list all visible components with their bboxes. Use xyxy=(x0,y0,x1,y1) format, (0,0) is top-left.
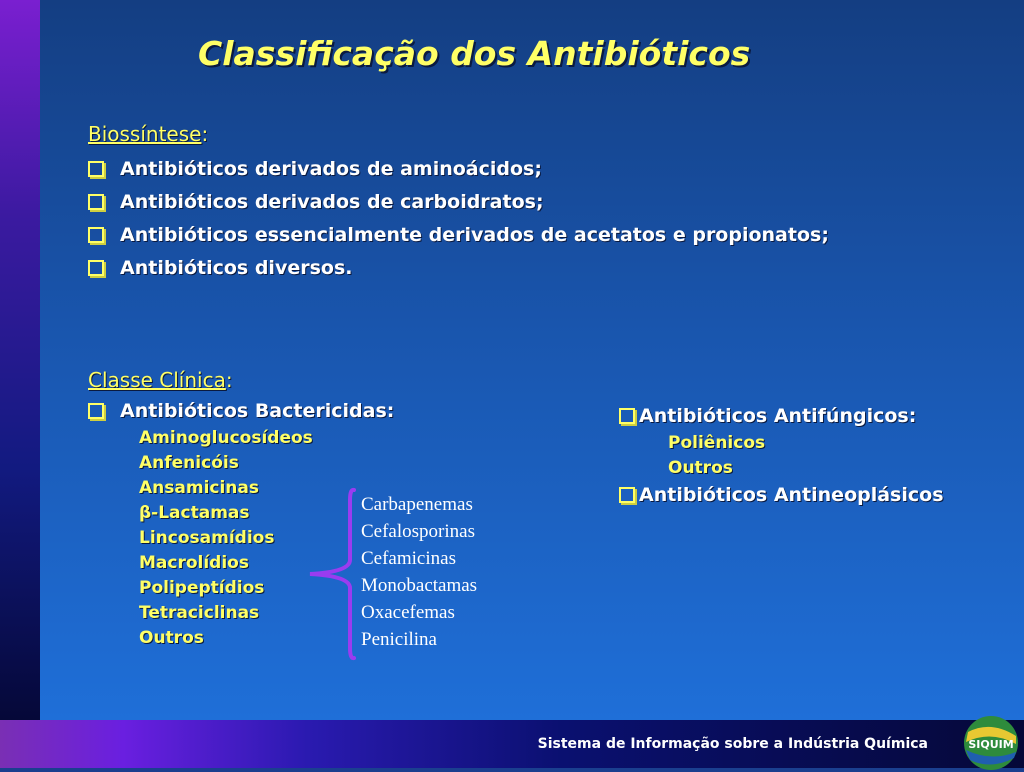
beta-lactam-subclass: Oxacefemas xyxy=(361,602,455,623)
biossintese-item-text: Antibióticos essencialmente derivados de acetatos e propionatos; xyxy=(120,224,829,246)
bactericida-item: Lincosamídios xyxy=(139,528,275,548)
bactericidas-label: Antibióticos Bactericidas: xyxy=(120,400,395,422)
left-accent-strip xyxy=(0,0,40,720)
curly-brace-icon xyxy=(300,486,360,662)
biossintese-item xyxy=(88,158,542,180)
slide-title: Classificação dos Antibióticos xyxy=(198,34,751,73)
antifungico-item: Outros xyxy=(668,458,733,478)
biossintese-item-text: Antibióticos derivados de aminoácidos; xyxy=(120,158,542,180)
bactericida-item: Polipeptídios xyxy=(139,578,265,598)
checkbox-bullet-icon xyxy=(88,161,104,177)
bactericidas-bullet xyxy=(88,400,394,422)
biossintese-item xyxy=(88,191,544,213)
checkbox-bullet-icon xyxy=(619,487,635,503)
biossintese-item-text: Antibióticos derivados de carboidratos; xyxy=(120,191,544,213)
bactericida-item: Aminoglucosídeos xyxy=(139,428,313,448)
biossintese-item xyxy=(88,224,829,246)
classe-clinica-heading-text: Classe Clínica xyxy=(88,368,226,392)
beta-lactam-subclass: Monobactamas xyxy=(361,575,478,596)
biossintese-colon: : xyxy=(201,122,209,146)
antineoplasicos-label: Antibióticos Antineoplásicos xyxy=(639,484,944,506)
beta-lactam-subclass: Cefamicinas xyxy=(361,548,456,569)
antineoplasicos-bullet xyxy=(619,484,944,506)
bactericida-item: Outros xyxy=(139,628,204,648)
antifungicos-bullet xyxy=(619,405,916,427)
classe-clinica-colon: : xyxy=(225,368,233,392)
biossintese-heading-text: Biossíntese xyxy=(88,122,202,146)
antifungicos-label: Antibióticos Antifúngicos: xyxy=(639,405,917,427)
siquim-logo xyxy=(962,714,1020,772)
checkbox-bullet-icon xyxy=(88,194,104,210)
beta-lactam-subclass: Penicilina xyxy=(361,629,437,650)
classe-clinica-heading xyxy=(88,368,233,392)
bactericida-item: Ansamicinas xyxy=(139,478,259,498)
biossintese-item xyxy=(88,257,352,279)
beta-lactam-subclass: Carbapenemas xyxy=(361,494,473,515)
bactericida-item: β-Lactamas xyxy=(139,503,250,523)
svg-text:SIQUIM: SIQUIM xyxy=(968,738,1014,751)
footer-bar xyxy=(0,720,1024,768)
antifungico-item: Poliênicos xyxy=(668,433,766,453)
checkbox-bullet-icon xyxy=(88,227,104,243)
bactericida-item: Tetraciclinas xyxy=(139,603,260,623)
bactericida-item: Macrolídios xyxy=(139,553,249,573)
beta-lactam-subclass: Cefalosporinas xyxy=(361,521,475,542)
biossintese-item-text: Antibióticos diversos. xyxy=(120,257,353,279)
footer-text: Sistema de Informação sobre a Indústria Química xyxy=(537,736,928,752)
checkbox-bullet-icon xyxy=(88,260,104,276)
checkbox-bullet-icon xyxy=(619,408,635,424)
checkbox-bullet-icon xyxy=(88,403,104,419)
biossintese-heading xyxy=(88,122,208,146)
bactericida-item: Anfenicóis xyxy=(139,453,239,473)
